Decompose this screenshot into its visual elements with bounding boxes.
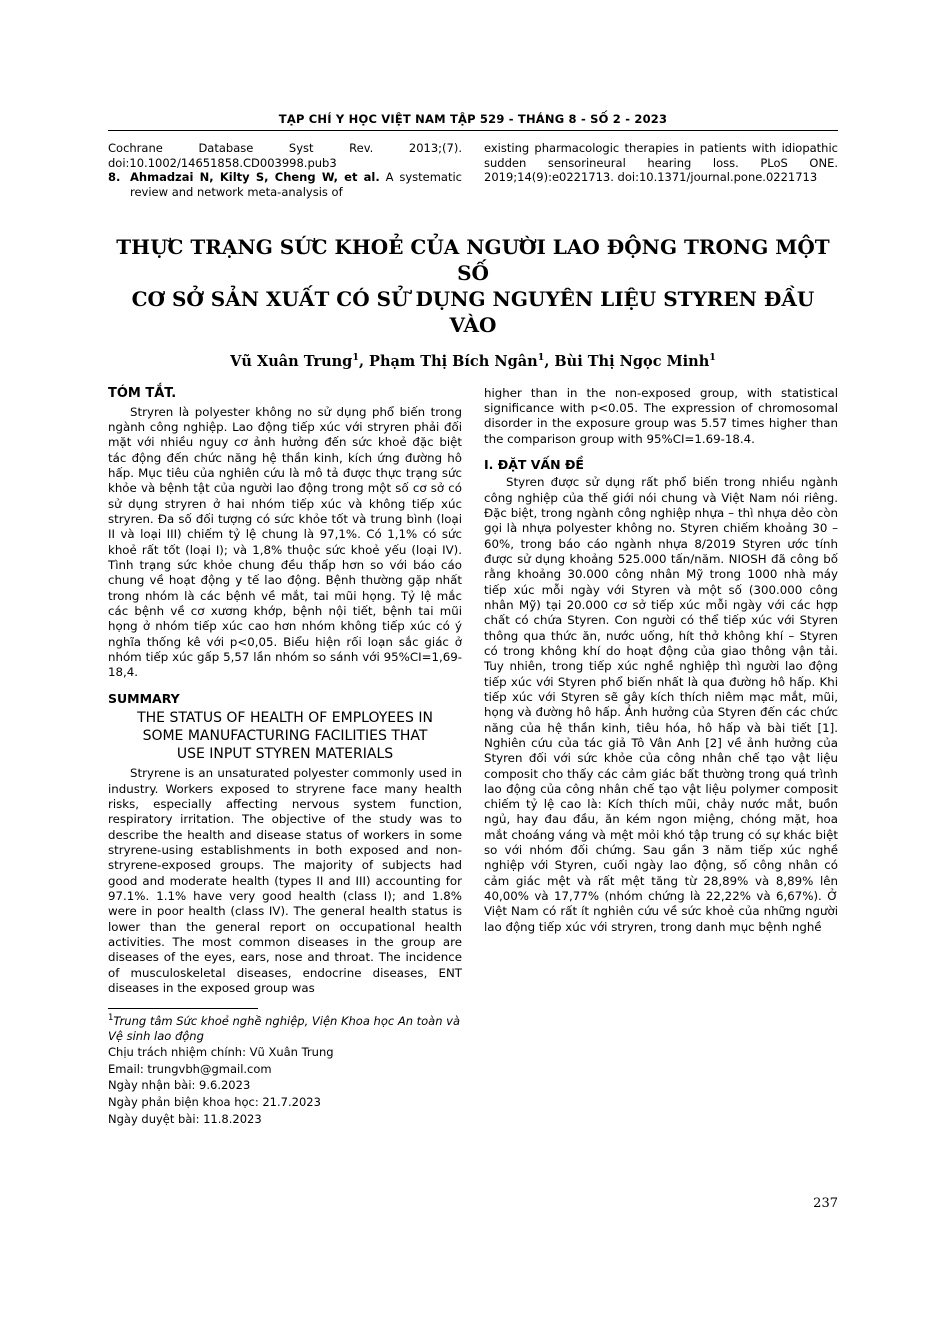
- tomtat-dot: .: [171, 385, 177, 401]
- introduction-paragraph: Styren được sử dụng rất phổ biến trong nhiều ngành công nghiệp của thế giới nói chung và Việt Nam nói riêng. Đặc biệt, trong ngành công nghiệp nhựa – thì nhựa dẻo còn gọi là nhựa polyester không no. Styren chiếm khoảng 30 – 60%, trong báo cáo ngành nhựa 8/2019 Styren ước tính được sử dụng khoảng 525.000 tấn/năm. NIOSH đã công bố rằng khoảng 30.000 công nhân Mỹ trong 1000 nhà máy tiếp xúc mỗi ngày với Styren và một số (300.000 công nhân Mỹ) tại 20.000 cơ sở tiếp xúc mỗi ngày với các hợp chất có chứa Styren. Con người có thể tiếp xúc với Styren thông qua thức ăn, nước uống, hít thở không khí – Styren có trong không khí do hoạt động của giao thông vận tải. Tuy nhiên, trong tiếp xúc nghề nghiệp thì người lao động tiếp xúc với Styren phổ biến nhất là qua đường hô hấp. Khi tiếp xúc với Styren sẽ gây kích thích niêm mạc mắt, mũi, họng và đường hô hấp. Ảnh hưởng của Styren đến các chức năng của hệ thần kinh, tiêu hóa, hô hấp và bài tiết [1]. Nghiên cứu của tác giả Tô Vân Anh [2] về ảnh hưởng của Styren đối với sức khỏe của công nhân chế tạo vật liệu composit cho thấy các cảm giác bất thường trong quá trình lao động của công nhân chế tạo vật liệu polymer composit chiếm tỷ lệ cao là: Kích thích mũi, chảy nước mắt, buồn ngủ, hay đau đầu, ăn kém ngon miệng, chóng mặt, hoa mắt choáng váng và mệt mỏi khó tập trung có sự khác biệt so với nhóm đối chứng. Sau gần 3 năm tiếp xúc nghề nghiệp với Styren, cuối ngày lao động, số công nhân có cảm giác mệt và rất mệt tăng từ 28,89% và 8,89% lên 40,00% và 17,77% (nhóm chứng là 22,22% và 6,67%). Ở Việt Nam có rất ít nghiên cứu về sức khoẻ của những người lao động tiếp xúc với stryren, trong danh mục bệnh nghề: [484, 475, 838, 934]
- tomtat-paragraph: Stryren là polyester không no sử dụng phổ biến trong ngành công nghiệp. Lao động tiếp xúc với stryren phải đối mặt với nhiều nguy cơ ảnh hưởng đến sức khoẻ đặc biệt tác động đến chức năng hệ thần kinh, kích ứng đường hô hấp. Mục tiêu của nghiên cứu là mô tả được thực trạng sức khỏe và bệnh tật của người lao động trong một số cơ sở có sử dụng stryren ở hai nhóm tiếp xúc và không tiếp xúc stryren. Đa số đối tượng có sức khỏe tốt và trung bình (loại II và loại III) chiếm tỷ lệ chung là 97,1%. Có 1,1% có sức khoẻ rất tốt (loại I); và 1,8% thuộc sức khoẻ yếu (loại IV). Tình trạng sức khỏe chung đều thấp hơn so với báo cáo chung về hoạt động y tế lao động. Bệnh thường gặp nhất trong nhóm là các bệnh về mắt, tai mũi họng. Tỷ lệ mắc các bệnh về cơ xương khớp, bệnh nội tiết, bệnh tai mũi họng ở nhóm tiếp xúc cao hơn nhóm không tiếp xúc có ý nghĩa thống kê với p<0,05. Biểu hiện rối loạn sắc giác ở nhóm tiếp xúc gấp 5,57 lần nhóm so sánh với 95%CI=1,69-18,4.: [108, 404, 462, 680]
- summary-paragraph-continued: higher than in the non-exposed group, with statistical significance with p<0.05. The expression of chromosomal disorder in the exposure group was 5.57 times higher than the comparison group with 95%CI=1.69-18.4.: [484, 385, 838, 446]
- section-heading-introduction: I. ĐẶT VẤN ĐỀ: [484, 457, 584, 473]
- summary-title-line-3: USE INPUT STYREN MATERIALS: [176, 746, 394, 763]
- author-names: Vũ Xuân Trung$^1$, Phạm Thị Bích Ngân$^1$, Bùi Thị Ngọc Minh$^1$: [230, 351, 716, 370]
- footnote-divider: [108, 1008, 258, 1009]
- page-content: [108, 112, 838, 1127]
- reference-item: [108, 170, 462, 199]
- summary-title-line-2: SOME MANUFACTURING FACILITIES THAT: [142, 727, 428, 744]
- section-heading-tomtat: [108, 386, 462, 403]
- author-affiliation-marker-1: 1: [352, 351, 359, 363]
- date-accepted: Ngày duyệt bài: 11.8.2023: [108, 1111, 262, 1126]
- body-columns: [108, 386, 838, 1128]
- contact-email: Email: trungvbh@gmail.com: [108, 1061, 272, 1076]
- summary-title-line-1: THE STATUS OF HEALTH OF EMPLOYEES IN: [137, 709, 433, 726]
- reference-authors: Ahmadzai N, Kilty S, Cheng W, et al.: [130, 170, 380, 185]
- references-right-column: [484, 141, 838, 200]
- references-left-column: [108, 141, 462, 200]
- tomtat-label: TÓM TẮT: [108, 385, 172, 401]
- reference-continuation-text-right: existing pharmacologic therapies in patients with idiopathic sudden sensorineural hearing loss. PLoS ONE. 2019;14(9):e0221713. doi:10.1371/journal.pone.0221713: [484, 141, 838, 185]
- left-column: [108, 386, 462, 1128]
- reference-number: 8.: [108, 170, 121, 185]
- corresponding-author: Chịu trách nhiệm chính: Vũ Xuân Trung: [108, 1044, 334, 1059]
- author-list: [108, 352, 838, 370]
- article-title-line-2: CƠ SỞ SẢN XUẤT CÓ SỬ DỤNG NGUYÊN LIỆU STYREN ĐẦU VÀO: [131, 286, 815, 337]
- page-title: [108, 234, 838, 338]
- date-reviewed: Ngày phản biện khoa học: 21.7.2023: [108, 1094, 321, 1109]
- author-affiliation-marker-3: 1: [709, 351, 716, 363]
- running-head: TẠP CHÍ Y HỌC VIỆT NAM TẬP 529 - THÁNG 8 - SỐ 2 - 2023: [108, 112, 838, 131]
- author-affiliation-marker-2: 1: [537, 351, 545, 363]
- footnote-marker: 1: [108, 1013, 114, 1024]
- reference-continuation-text: Cochrane Database Syst Rev. 2013;(7). doi:10.1002/14651858.CD003998.pub3: [108, 141, 462, 170]
- footnote-affiliation: [108, 1013, 462, 1044]
- article-title-line-1: THỰC TRẠNG SỨC KHOẺ CỦA NGƯỜI LAO ĐỘNG TRONG MỘT SỐ: [116, 234, 830, 285]
- affiliation-text: Trung tâm Sức khoẻ nghề nghiệp, Viện Khoa học An toàn và Vệ sinh lao động: [108, 1014, 461, 1043]
- section-heading-summary: SUMMARY: [108, 690, 180, 706]
- right-column: [484, 386, 838, 1128]
- page-number: 237: [813, 1196, 838, 1211]
- summary-paragraph: Stryrene is an unsaturated polyester commonly used in industry. Workers exposed to stryrene face many health risks, especially affecting nervous system function, respiratory irritation. The objective of the study was to describe the health and disease status of workers in some stryrene-using establishments in both exposed and non-stryrene-exposed groups. The majority of subjects had good and moderate health (types II and III) accounting for 97.1%. 1.1% have very good health (class I); and 1.8% were in poor health (class IV). The general health status is lower than the general report on occupational health activities. The most common diseases in the group are diseases of the eyes, ears, nose and throat. The incidence of musculoskeletal diseases, endocrine diseases, ENT diseases in the exposed group was: [108, 766, 462, 995]
- references-continued: [108, 141, 838, 200]
- date-received: Ngày nhận bài: 9.6.2023: [108, 1078, 251, 1093]
- reference-title: A systematic review and network meta-analysis of: [130, 170, 463, 200]
- summary-title: [108, 709, 462, 764]
